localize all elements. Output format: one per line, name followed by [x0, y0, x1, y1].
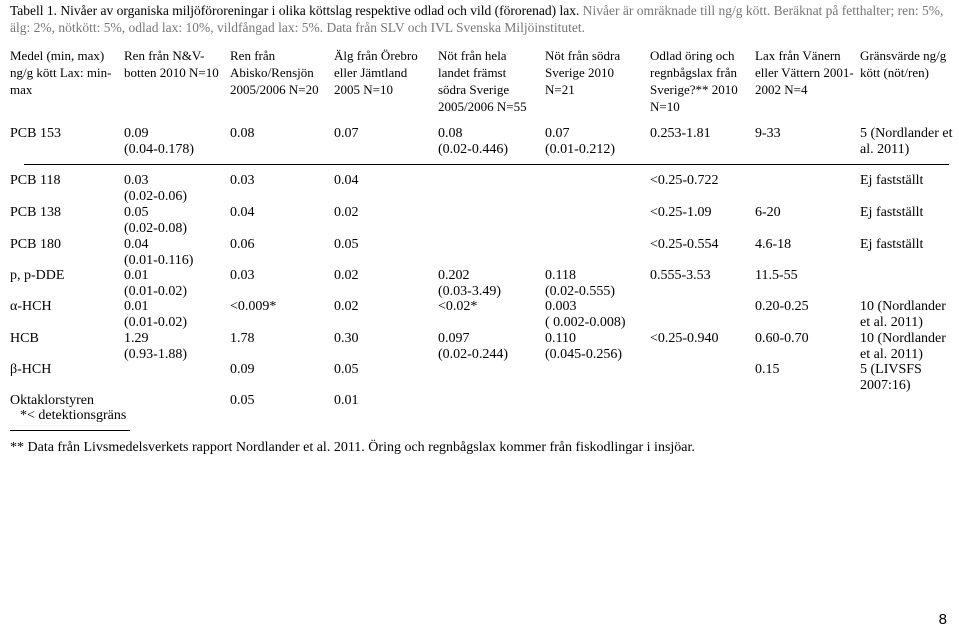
cell-value: 0.01 [124, 299, 149, 314]
cell-value: 0.07 [334, 126, 359, 141]
row-name: β-HCH [10, 362, 52, 377]
cell-value: 0.05 [124, 205, 149, 220]
cell-value: 0.03 [124, 173, 149, 188]
header-lax-vanern: Lax från Vänern eller Vättern 2001-2002 N=4 [755, 48, 854, 97]
header-not-sodra: Nöt från södra Sverige 2010 N=21 [545, 48, 621, 97]
row-name: p, p-DDE [10, 268, 65, 283]
footnote-source: ** Data från Livsmedelsverkets rapport Nordlander et al. 2011. Öring och regnbågslax kommer från fiskodlingar i insjöar. [10, 440, 695, 455]
row-name: PCB 138 [10, 205, 61, 220]
cell-range: ( 0.002-0.008) [545, 315, 626, 330]
cell-value: <0.25-0.722 [650, 173, 719, 188]
footnote-detection-limit: *< detektionsgräns [20, 408, 127, 423]
cell-limit: 10 (Nordlander et al. 2011) [860, 331, 946, 362]
cell-value: 0.01 [334, 393, 359, 408]
header-not-hela: Nöt från hela landet främst södra Sverige 2005/2006 N=55 [438, 48, 527, 114]
cell-range: (0.04-0.178) [124, 142, 194, 157]
row-name: HCB [10, 331, 39, 346]
cell-value: 11.5-55 [755, 268, 798, 283]
cell-value: <0.25-1.09 [650, 205, 712, 220]
cell-value: 0.03 [230, 173, 255, 188]
cell-value: 1.29 [124, 331, 149, 346]
cell-value: 0.02 [334, 205, 359, 220]
cell-value: 0.09 [124, 126, 149, 141]
cell-value: 9-33 [755, 126, 781, 141]
cell-value: 0.09 [230, 362, 255, 377]
row-name: Oktaklorstyren [10, 393, 94, 408]
cell-range: (0.02-0.244) [438, 347, 508, 362]
page-number: 8 [938, 611, 947, 628]
cell-value: 0.202 [438, 268, 470, 283]
cell-range: (0.01-0.02) [124, 284, 187, 299]
cell-value: 0.05 [334, 237, 359, 252]
cell-limit: 5 (LIVSFS 2007:16) [860, 362, 922, 393]
cell-value: 0.097 [438, 331, 470, 346]
cell-value: 0.01 [124, 268, 149, 283]
cell-limit: 10 (Nordlander et al. 2011) [860, 299, 946, 330]
header-alg: Älg från Örebro eller Jämtland 2005 N=10 [334, 48, 418, 97]
cell-range: (0.02-0.06) [124, 189, 187, 204]
footnote-divider [10, 430, 130, 431]
cell-value: 6-20 [755, 205, 781, 220]
cell-limit: Ej fastställt [860, 205, 924, 220]
cell-value: 0.555-3.53 [650, 268, 711, 283]
cell-value: 0.03 [230, 268, 255, 283]
cell-value: 4.6-18 [755, 237, 792, 252]
cell-limit: Ej fastställt [860, 173, 924, 188]
header-gransvarde: Gränsvärde ng/g kött (nöt/ren) [860, 48, 947, 80]
cell-range: (0.01-0.212) [545, 142, 615, 157]
cell-range: (0.03-3.49) [438, 284, 501, 299]
row-name: PCB 153 [10, 126, 61, 141]
cell-value: <0.25-0.940 [650, 331, 719, 346]
cell-value: 0.30 [334, 331, 359, 346]
cell-value: 0.02 [334, 299, 359, 314]
cell-range: (0.93-1.88) [124, 347, 187, 362]
caption-title: Tabell 1. Nivåer av organiska miljöföroreningar i olika köttslag respektive odlad och vild (förorenad) lax. [10, 3, 583, 18]
cell-value: 0.08 [230, 126, 255, 141]
cell-value: 0.08 [438, 126, 463, 141]
cell-range: (0.02-0.08) [124, 221, 187, 236]
cell-value: 0.15 [755, 362, 780, 377]
header-ren-abisko: Ren från Abisko/Rensjön 2005/2006 N=20 [230, 48, 319, 97]
cell-value: <0.009* [230, 299, 277, 314]
row-name: α-HCH [10, 299, 52, 314]
header-unit: Medel (min, max) ng/g kött Lax: min-max [10, 48, 112, 97]
cell-value: 0.05 [334, 362, 359, 377]
cell-value: 0.04 [124, 237, 149, 252]
cell-range: (0.01-0.116) [124, 253, 194, 268]
cell-value: 0.02 [334, 268, 359, 283]
row-name: PCB 118 [10, 173, 61, 188]
cell-value: 0.04 [334, 173, 359, 188]
cell-value: <0.25-0.554 [650, 237, 719, 252]
table-caption [10, 2, 955, 36]
caption-note: Nivåer är omräknade till ng/g kött. Beräknat på fetthalter; ren: 5%, älg: 2%, nötkött: 5%, odlad lax: 10%, vildfångad lax: 5%. Data från SLV och IVL Svenska Miljöinstitutet. [10, 3, 944, 35]
cell-value: <0.02* [438, 299, 478, 314]
cell-value: 0.118 [545, 268, 576, 283]
cell-value: 0.60-0.70 [755, 331, 809, 346]
table-divider [24, 164, 949, 165]
cell-range: (0.02-0.446) [438, 142, 508, 157]
cell-value: 0.04 [230, 205, 255, 220]
cell-range: (0.045-0.256) [545, 347, 622, 362]
cell-limit: 5 (Nordlander et al. 2011) [860, 126, 953, 157]
header-ren-nv: Ren från N&V-botten 2010 N=10 [124, 48, 219, 80]
cell-value: 0.07 [545, 126, 570, 141]
cell-limit: Ej fastställt [860, 237, 924, 252]
cell-value: 0.20-0.25 [755, 299, 809, 314]
cell-range: (0.02-0.555) [545, 284, 615, 299]
cell-value: 0.06 [230, 237, 255, 252]
cell-range: (0.01-0.02) [124, 315, 187, 330]
cell-value: 0.05 [230, 393, 255, 408]
cell-value: 0.253-1.81 [650, 126, 711, 141]
cell-value: 0.110 [545, 331, 576, 346]
row-name: PCB 180 [10, 237, 61, 252]
header-odlad: Odlad öring och regnbågslax från Sverige?** 2010 N=10 [650, 48, 738, 114]
cell-value: 0.003 [545, 299, 577, 314]
cell-value: 1.78 [230, 331, 255, 346]
